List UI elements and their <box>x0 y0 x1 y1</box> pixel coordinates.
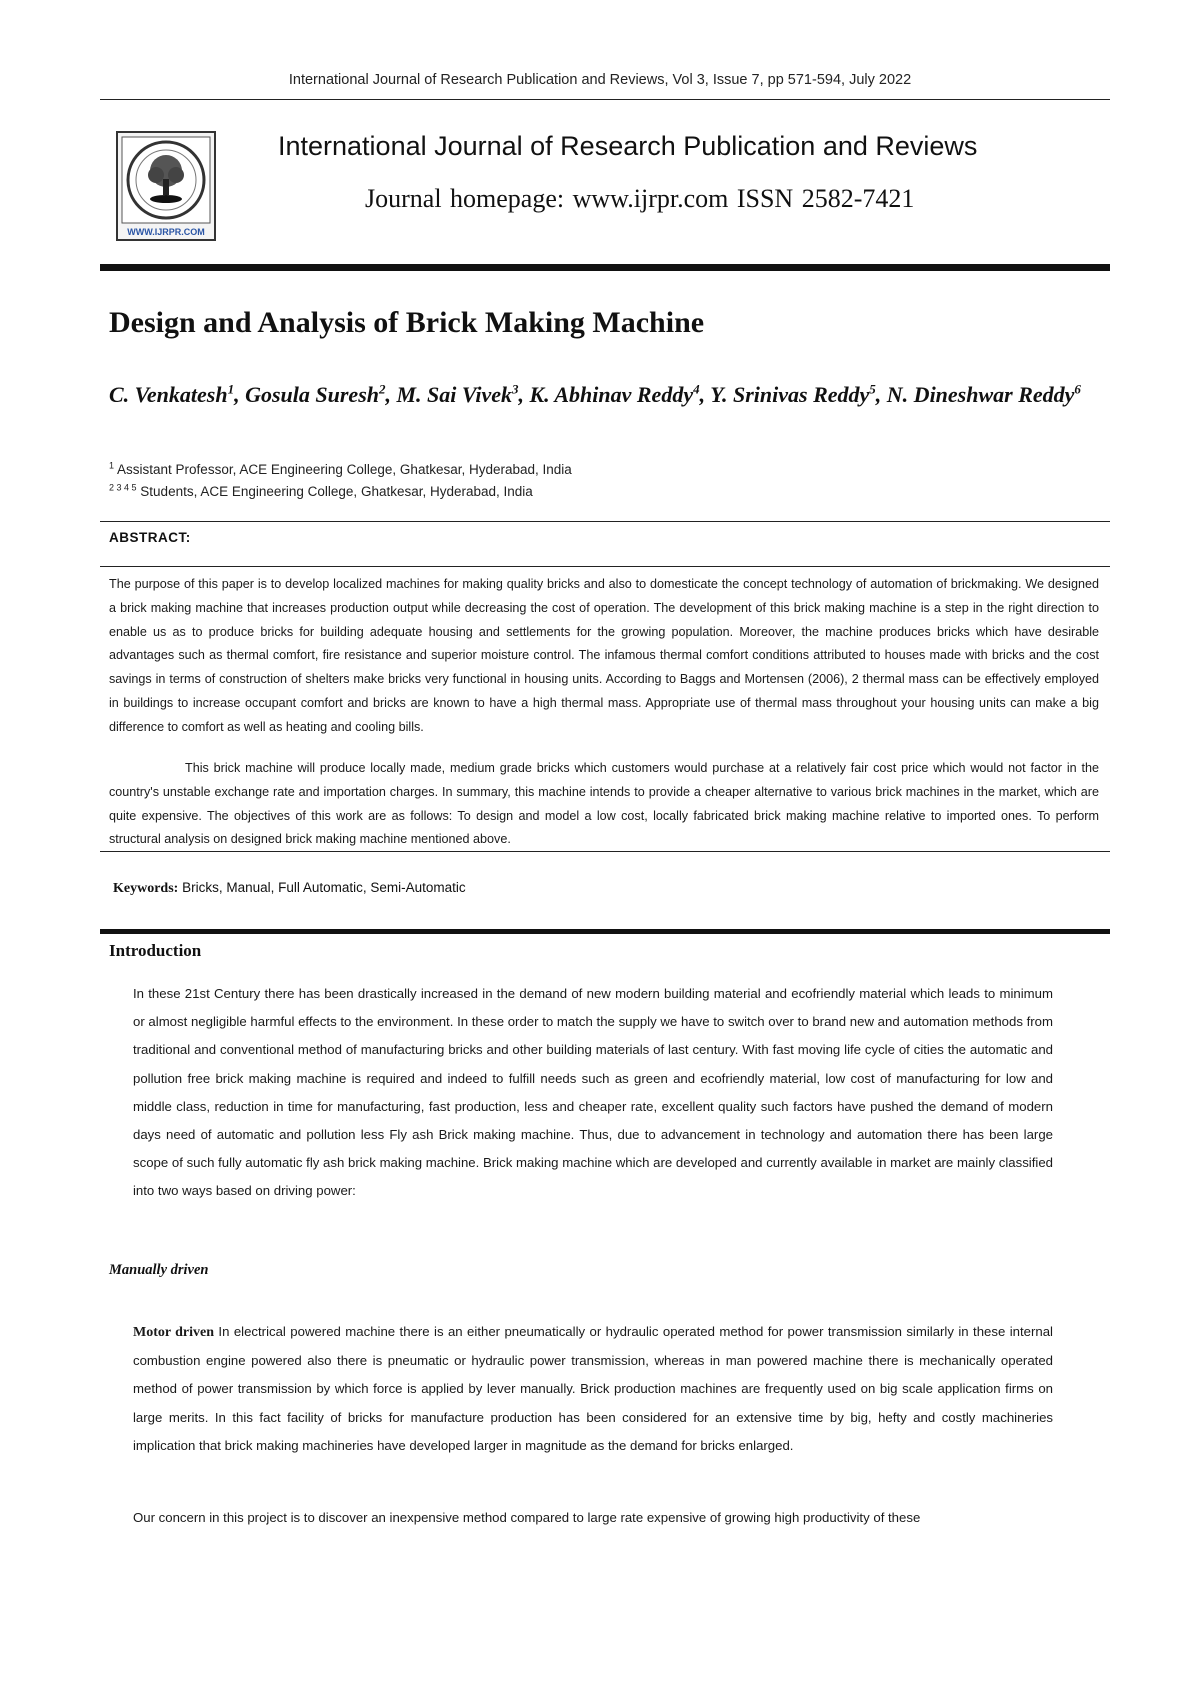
abstract-bottom-rule <box>100 851 1110 852</box>
author-list: C. Venkatesh$^1$, Gosula Suresh$^2$, M. Sai Vivek$^3$, K. Abhinav Reddy$^4$, Y. Srinivas Reddy$^5$, N. Dineshwar Reddy$^6$ <box>109 381 1081 407</box>
author-sup: 5 <box>869 381 876 397</box>
journal-logo-icon <box>116 131 216 241</box>
author-name: Y. Srinivas Reddy <box>710 382 870 407</box>
author-name: Gosula Suresh <box>245 382 379 407</box>
journal-homepage: Journal homepage: www.ijrpr.com ISSN 2582-7421 <box>365 184 915 213</box>
motor-driven-lead: Motor driven <box>133 1325 214 1340</box>
author-name: M. Sai Vivek <box>396 382 512 407</box>
affiliation-2: $^{2 3 4 5}$ Students, ACE Engineering College, Ghatkesar, Hyderabad, India <box>109 482 533 499</box>
masthead-rule <box>100 264 1110 271</box>
introduction-heading: Introduction <box>109 941 202 960</box>
intro-paragraph: Motor driven In electrical powered machine there is an either pneumatically or hydraulic operated method for power transmission similarly in these internal combustion engine powered also there is pneumatic or hydraulic power transmission, whereas in man powered machine there is mechanically operated method of power transmission by which force is applied by lever manually. Brick production machines are frequently used on big scale application firms on large merits. In this fact facility of bricks for manufacture production has been considered for an extensive time by big, hefty and costly machineries implication that brick making machineries have developed larger in magnitude as the demand for bricks enlarged. <box>133 1324 1053 1453</box>
author-name: C. Venkatesh <box>109 382 228 407</box>
abstract-paragraph: This brick machine will produce locally made, medium grade bricks which customers would purchase at a relatively fair cost price which would not factor in the country's unstable exchange rate and importation charges. In summary, this machine intends to provide a cheaper alternative to various brick machines in the market, which are quite expensive. The objectives of this work are as follows: To design and model a low cost, locally fabricated brick making machine relative to imported ones. To perform structural analysis on designed brick making machine mentioned above. <box>109 761 1099 847</box>
affiliation-1: $^1$ Assistant Professor, ACE Engineering College, Ghatkesar, Hyderabad, India <box>109 460 572 477</box>
logo-caption: WWW.IJRPR.COM <box>127 227 205 237</box>
author-name: K. Abhinav Reddy <box>529 382 694 407</box>
journal-name: International Journal of Research Publication and Reviews <box>278 131 978 161</box>
subheading-manually-driven: Manually driven <box>109 1262 209 1278</box>
author-sup: 6 <box>1074 381 1081 397</box>
abstract-paragraph: The purpose of this paper is to develop localized machines for making quality bricks and also to domesticate the concept technology of automation of brickmaking. We designed a brick making machine that increases production output while decreasing the cost of operation. The development of this brick making machine is a step in the right direction to enable us as to produce bricks for building adequate housing and settlements for the growing population. Moreover, the machine produces bricks which have desirable advantages such as thermal comfort, fire resistance and superior moisture control. The infamous thermal comfort conditions attributed to houses made with bricks and the cost savings in terms of construction of shelters make bricks very functional in housing units. According to Baggs and Mortensen (2006), 2 thermal mass can be effectively employed in buildings to increase occupant comfort and bricks are known to have a high thermal mass. Appropriate use of thermal mass throughout your housing units can make a big difference to comfort as well as heating and cooling bills. <box>109 577 1099 734</box>
intro-paragraph: Our concern in this project is to discover an inexpensive method compared to large rate expensive of growing high productivity of these <box>133 1510 921 1525</box>
keywords <box>113 880 466 897</box>
author-sup: 2 <box>378 381 386 397</box>
running-header: International Journal of Research Publication and Reviews, Vol 3, Issue 7, pp 571-594, July 2022 <box>288 72 912 88</box>
keywords-label: Keywords: <box>113 881 179 896</box>
author-name: N. Dineshwar Reddy <box>886 382 1075 407</box>
section-rule <box>100 929 1110 934</box>
abstract-label: ABSTRACT: <box>109 530 191 545</box>
keywords-text: Bricks, Manual, Full Automatic, Semi-Automatic <box>182 880 466 895</box>
author-sup: 3 <box>512 381 519 397</box>
author-sup: 4 <box>693 381 700 397</box>
abstract-label-rule <box>100 566 1110 567</box>
header-rule <box>100 99 1110 100</box>
author-sup: 1 <box>227 381 235 397</box>
abstract-top-rule <box>100 521 1110 522</box>
paper-title: Design and Analysis of Brick Making Machine <box>109 306 705 339</box>
intro-paragraph: In these 21st Century there has been drastically increased in the demand of new modern building material and ecofriendly material which leads to minimum or almost negligible harmful effects to the environment. In these order to match the supply we have to switch over to brand new and automation methods from traditional and conventional method of manufacturing bricks and other building materials of last century. With fast moving life cycle of cities the automatic and pollution free brick making machine is required and indeed to fulfill needs such as green and ecofriendly material, low cost of manufacturing for low and middle class, reduction in time for manufacturing, fast production, less and cheaper rate, excellent quality such factors have pushed the demand of modern days need of automatic and pollution less Fly ash Brick making machine. Thus, due to advancement in technology and automation there has been large scope of such fully automatic fly ash brick making machine. Brick making machine which are developed and currently available in market are mainly classified into two ways based on driving power: <box>133 986 1053 1199</box>
